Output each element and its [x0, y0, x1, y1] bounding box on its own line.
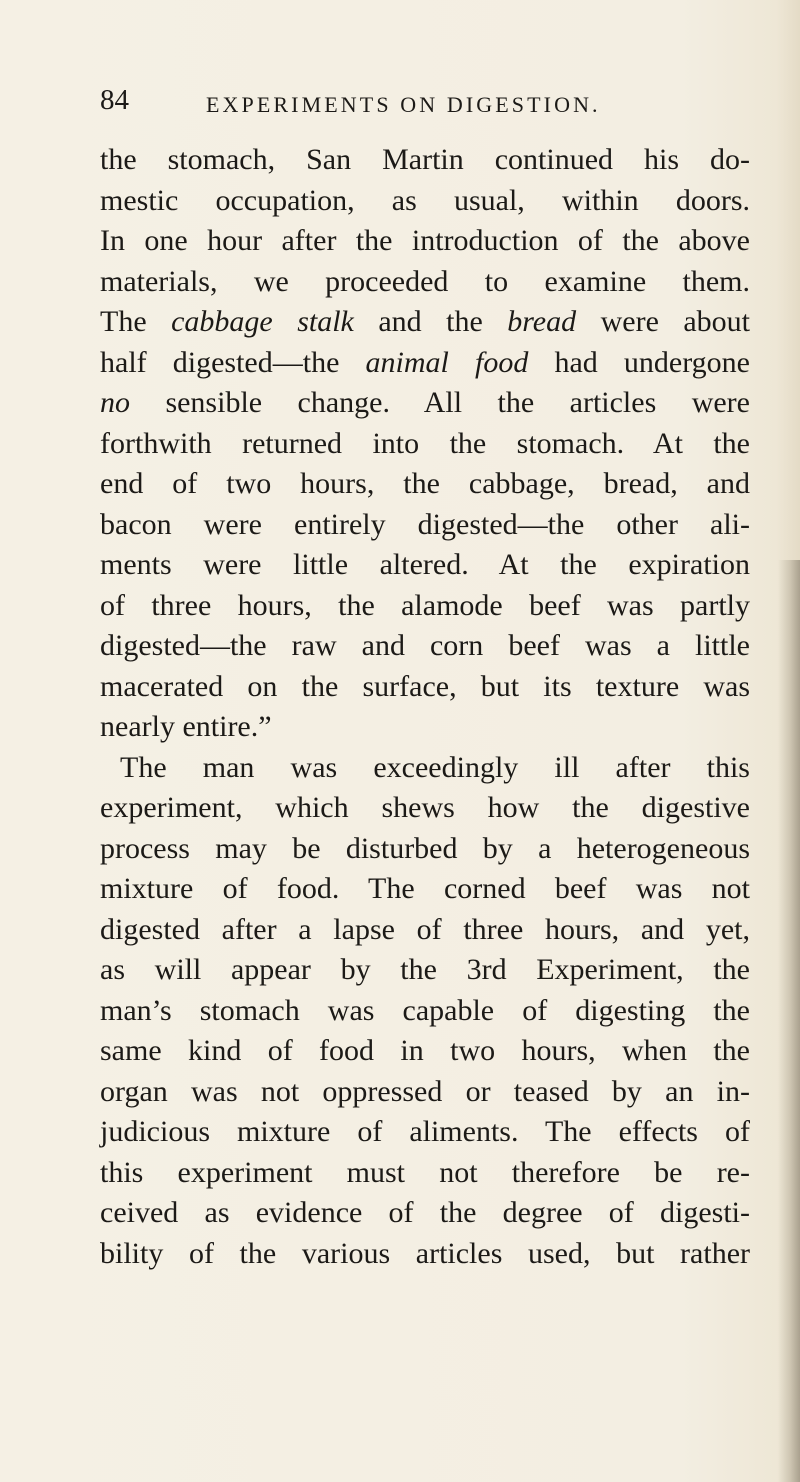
text-line: as will appear by the 3rd Experiment, the [100, 953, 750, 986]
text-line: nearly entire.” [100, 710, 272, 743]
text-line [100, 302, 750, 343]
text-line: same kind of food in two hours, when the [100, 1034, 750, 1067]
text-line: of three hours, the alamode beef was partly [100, 588, 750, 622]
text-run: had undergone [528, 345, 750, 379]
running-head: EXPERIMENTS ON DIGESTION. [206, 92, 601, 117]
italic-term: animal food [365, 345, 529, 379]
italic-term: no [100, 386, 130, 419]
italic-term: cabbage stalk [171, 305, 354, 338]
italic-term: bread [507, 305, 577, 338]
text-line: end of two hours, the cabbage, bread, and [100, 467, 750, 500]
text-line [100, 383, 750, 424]
text-run: sensible change. All the articles were [130, 386, 750, 419]
text-line: organ was not oppressed or teased by an in- [100, 1074, 750, 1108]
text-line: macerated on the surface, but its texture was [100, 669, 750, 703]
text-line: ceived as evidence of the degree of digesti- [100, 1196, 750, 1229]
text-line: digested—the raw and corn beef was a little [100, 629, 750, 662]
text-line: the stomach, San Martin continued his do- [100, 143, 750, 176]
text-run: and the [353, 305, 508, 338]
text-run: were about [576, 305, 751, 338]
text-line: process may be disturbed by a heterogeneous [100, 831, 750, 865]
text-line: judicious mixture of aliments. The effects of [100, 1115, 750, 1148]
text-run: half digested—the [100, 345, 366, 379]
text-line [100, 343, 750, 384]
text-line: materials, we proceeded to examine them. [100, 264, 750, 298]
text-line: forthwith returned into the stomach. At the [100, 426, 750, 460]
text-line: digested after a lapse of three hours, and yet, [100, 912, 750, 946]
text-line: man’s stomach was capable of digesting the [100, 993, 750, 1027]
text-line: mestic occupation, as usual, within doors. [100, 183, 750, 217]
paragraph-first-line: The man was exceedingly ill after this [120, 750, 750, 784]
body-text [100, 140, 750, 1274]
page-number: 84 [100, 84, 129, 116]
text-run: The [100, 305, 172, 338]
text-line: In one hour after the introduction of the above [100, 224, 750, 257]
text-line: bility of the various articles used, but rather [100, 1236, 750, 1270]
text-line: mixture of food. The corned beef was not [100, 872, 750, 905]
text-line: this experiment must not therefore be re- [100, 1155, 750, 1189]
text-line: experiment, which shews how the digestive [100, 791, 750, 824]
page-edge-shadow [778, 560, 800, 1482]
text-line: bacon were entirely digested—the other ali- [100, 507, 750, 541]
text-line: ments were little altered. At the expiration [100, 548, 750, 581]
page-header [100, 84, 740, 124]
